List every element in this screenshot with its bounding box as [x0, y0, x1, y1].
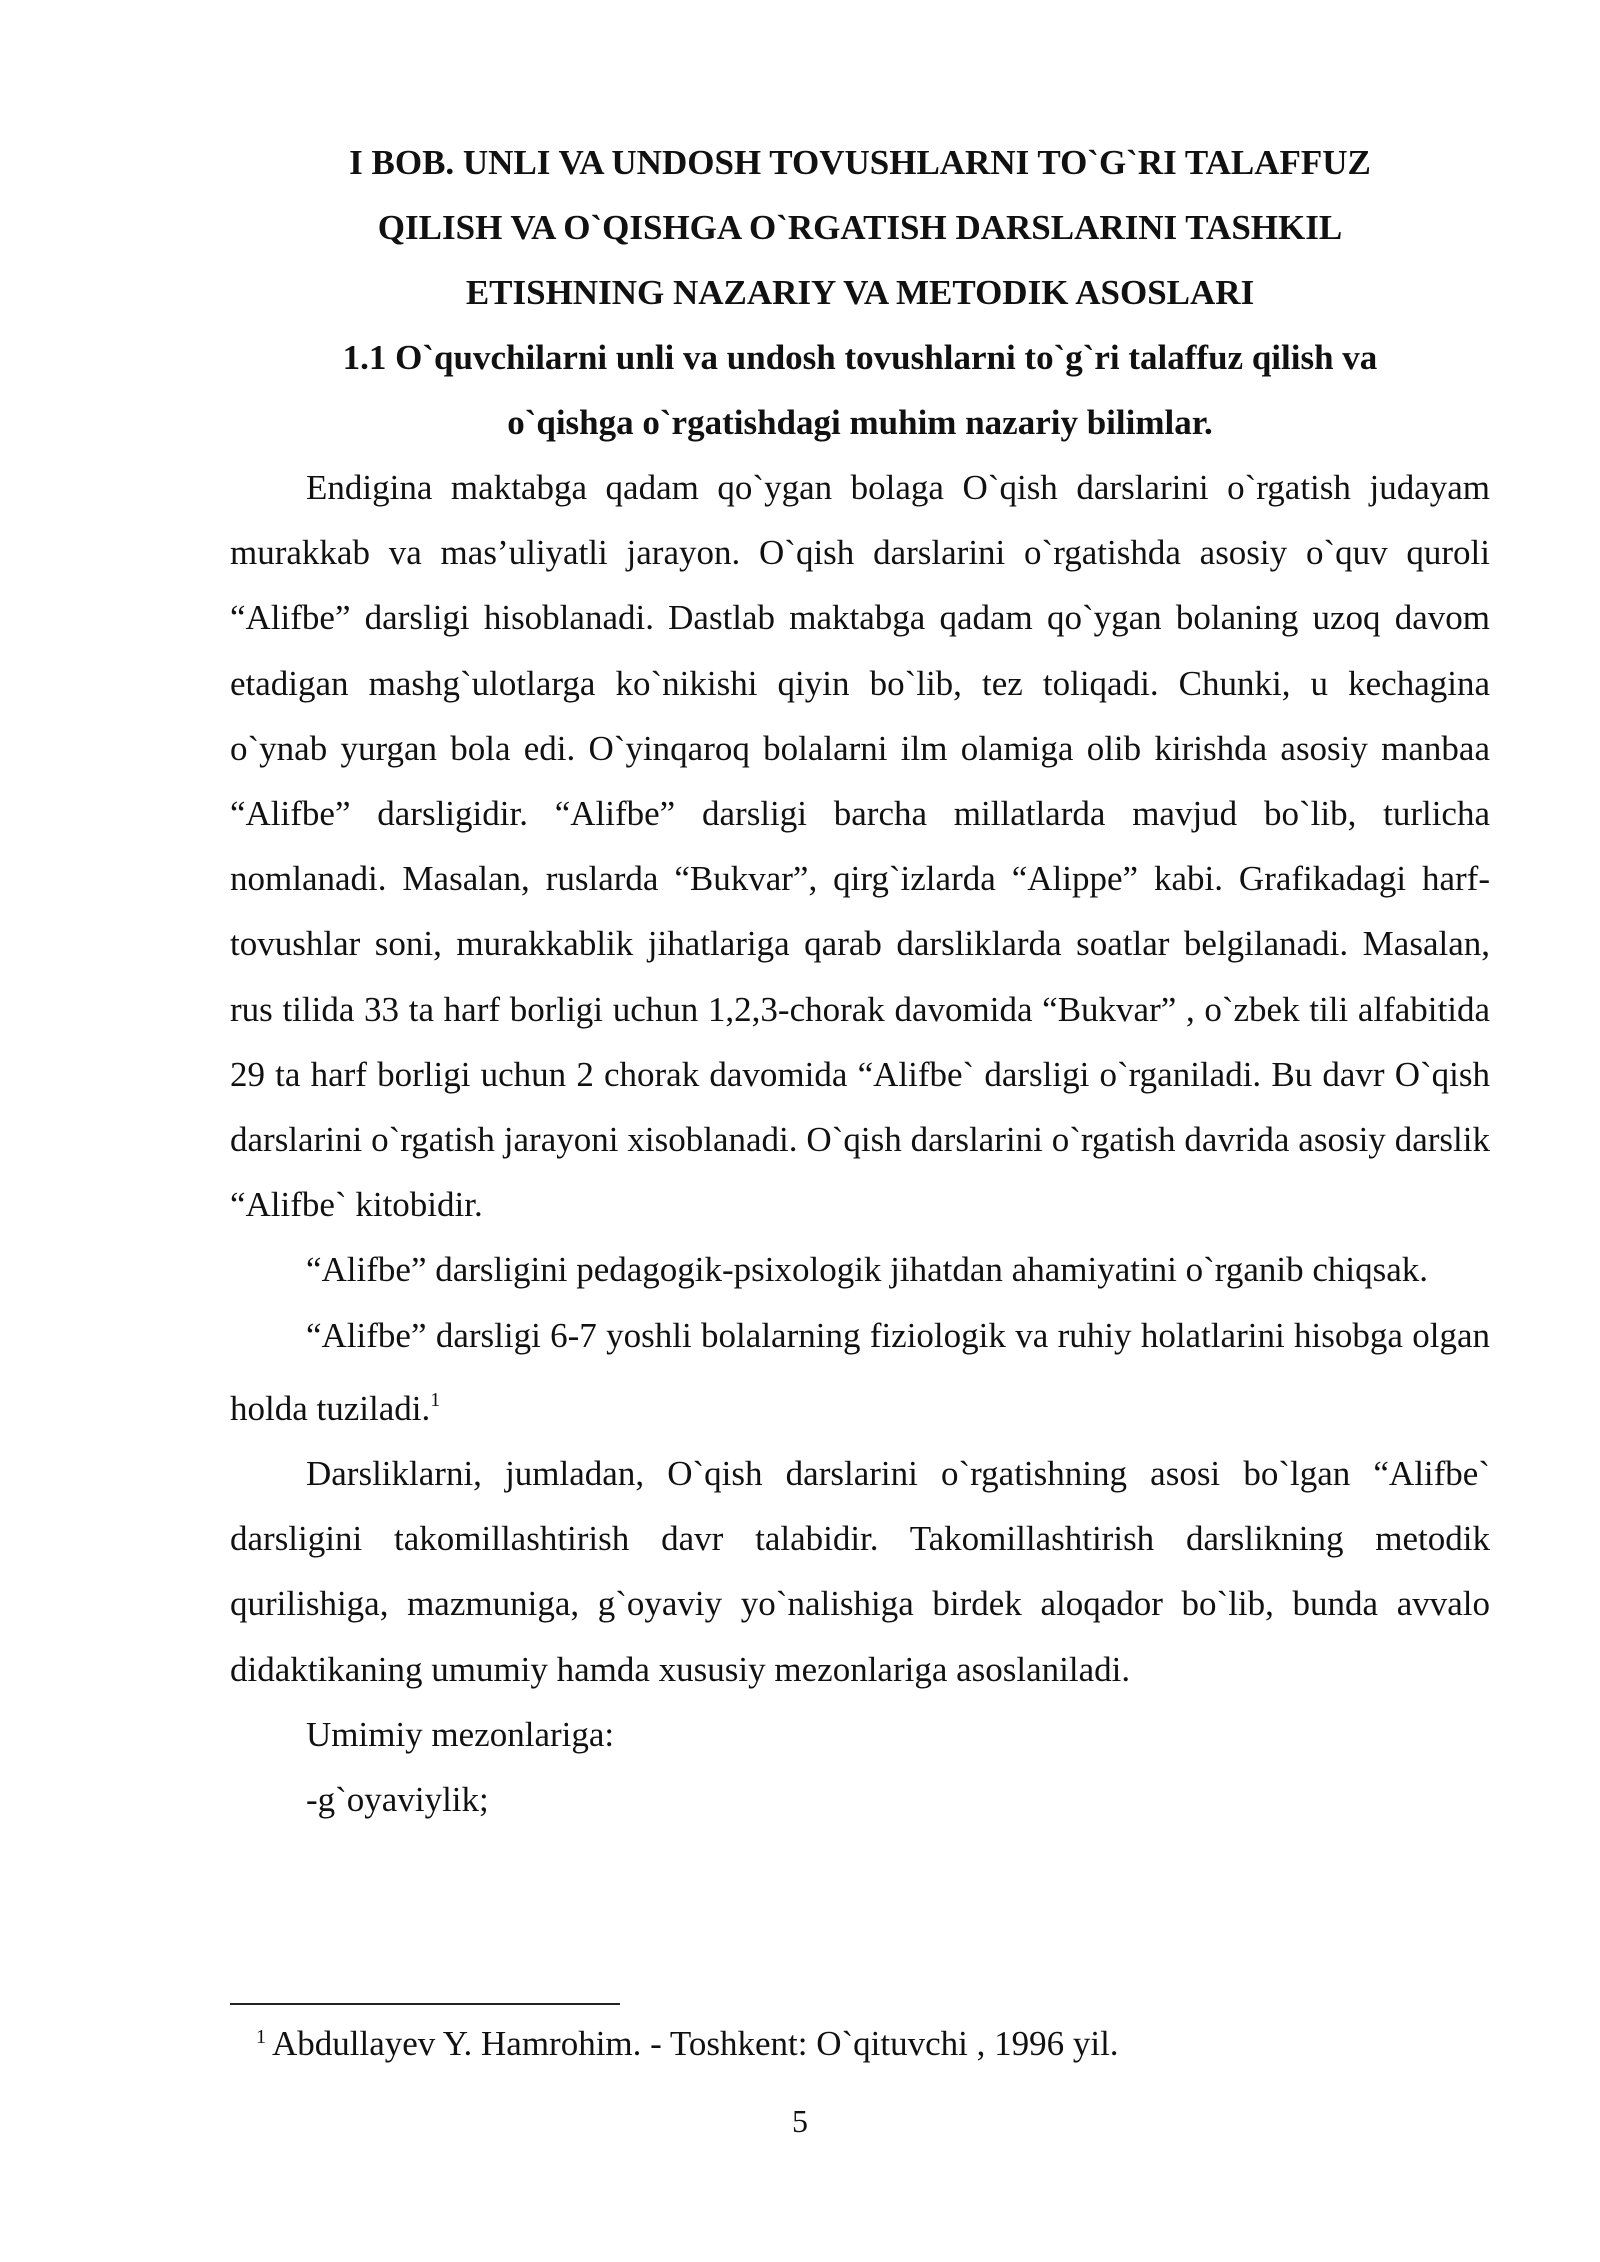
- paragraph-2: “Alifbe” darsligini pedagogik-psixologik jihatdan ahamiyatini o`rganib chiqsak.: [306, 1250, 1428, 1290]
- paragraph-1: Endigina maktabga qadam qo`ygan bolaga O`qish darslarini o`rgatish judayam murakkab va mas’uliyatli jarayon. O`qish darslarini o`rgatishda asosiy o`quv quroli “Alifbe” darsligi hisoblanadi. Dastlab maktabga qadam qo`ygan bolaning uzoq davom etadigan mashg`ulotlarga ko`nikishi qiyin bo`lib, tez toliqadi. Chunki, u kechagina o`ynab yurgan bola edi. O`yinqaroq bolalarni ilm olamiga olib kirishda asosiy manbaa “Alifbe” darsligidir. “Alifbe” darsligi barcha millatlarda mavjud bo`lib, turlicha nomlanadi. Masalan, ruslarda “Bukvar”, qirg`izlarda “Alippe” kabi. Grafikadagi harf-tovushlar soni, murakkablik jihatlariga qarab darsliklarda soatlar belgilanadi. Masalan, rus tilida 33 ta harf borligi uchun 1,2,3-chorak davomida “Bukvar” , o`zbek tili alfabitida 29 ta harf borligi uchun 2 chorak davomida “Alifbe` darsligi o`rganiladi. Bu davr O`qish darslarini o`rgatish jarayoni xisoblanadi. O`qish darslarini o`rgatish davrida asosiy darslik “Alifbe` kitobidir.: [230, 468, 1490, 1225]
- page-number: 5: [792, 2103, 808, 2139]
- footnote-mark: 1: [256, 2026, 266, 2048]
- paragraph-3-text: “Alifbe” darsligi 6-7 yoshli bolalarning fiziologik va ruhiy holatlarini hisobga olgan holda tuziladi.: [230, 1315, 1490, 1428]
- paragraph-3: [230, 1303, 1490, 1441]
- footnote: [256, 2012, 1119, 2069]
- chapter-title: [230, 130, 1490, 325]
- section-title-line-2: o`qishga o`rgatishdagi muhim nazariy bilimlar.: [507, 403, 1213, 442]
- paragraph-6: -g`oyaviylik;: [306, 1780, 489, 1820]
- paragraph-4: Darsliklarni, jumladan, O`qish darslarini o`rgatishning asosi bo`lgan “Alifbe` darsligini takomillashtirish davr talabidir. Takomillashtirish darslikning metodik qurilishiga, mazmuniga, g`oyaviy yo`nalishiga birdek aloqador bo`lib, bunda avvalo didaktikaning umumiy hamda xususiy mezonlariga asoslaniladi.: [230, 1454, 1490, 1689]
- footnote-reference[interactable]: 1: [430, 1388, 441, 1411]
- footnote-divider: [230, 2003, 620, 2005]
- body-text: [230, 455, 1490, 1832]
- chapter-title-line-3: ETISHNING NAZARIY VA METODIK ASOSLARI: [465, 273, 1255, 312]
- chapter-title-line-2: QILISH VA O`QISHGA O`RGATISH DARSLARINI TASHKIL: [377, 208, 1343, 247]
- footnote-text: Abdullayev Y. Hamrohim. - Toshkent: O`qituvchi , 1996 yil.: [272, 2024, 1119, 2063]
- section-title: [230, 325, 1490, 455]
- chapter-title-line-1: I BOB. UNLI VA UNDOSH TOVUSHLARNI TO`G`RI TALAFFUZ: [349, 143, 1371, 182]
- paragraph-5: Umimiy mezonlariga:: [306, 1714, 615, 1754]
- section-title-line-1: 1.1 O`quvchilarni unli va undosh tovushlarni to`g`ri talaffuz qilish va: [342, 338, 1378, 377]
